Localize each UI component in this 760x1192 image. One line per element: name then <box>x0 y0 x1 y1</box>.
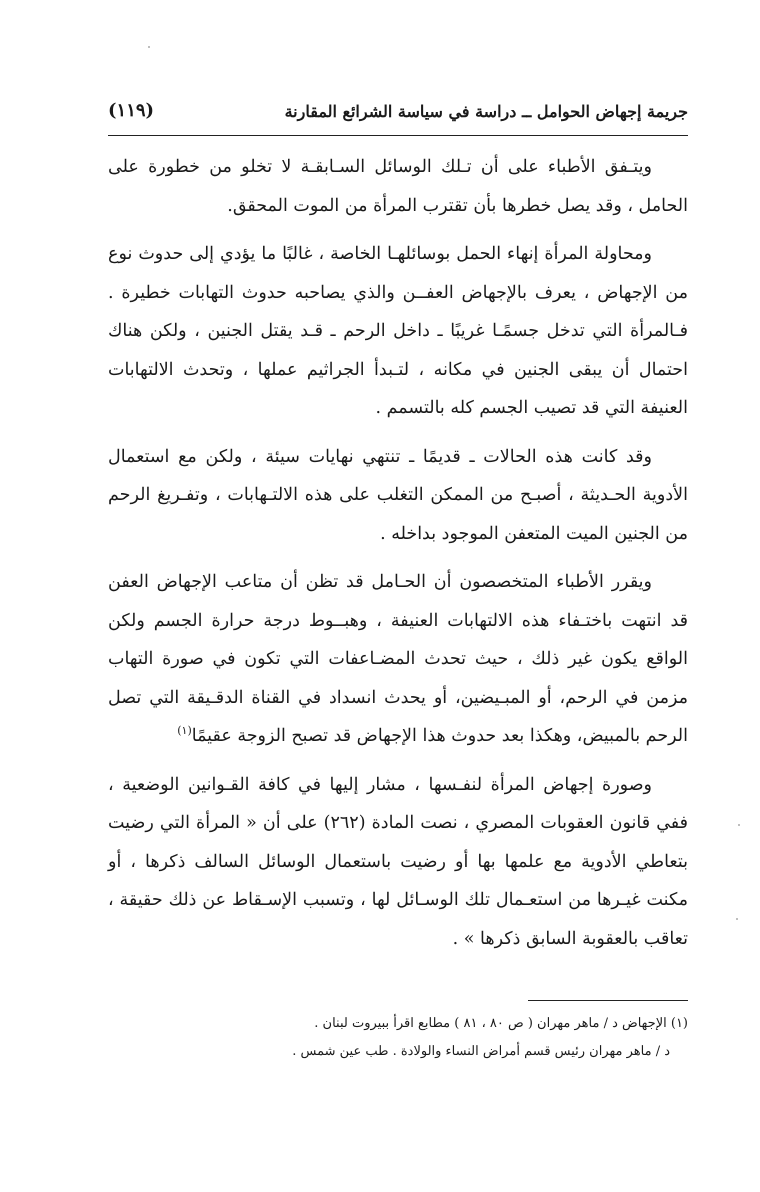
footnote-1: (١) الإجهاض د / ماهر مهران ( ص ٨٠ ، ٨١ ) مطابع اقرأ ببيروت لبنان . <box>314 1016 688 1031</box>
paragraph-5: وصورة إجهاض المرأة لنفـسها ، مشار إليها في كافة القـوانين الوضعية ، ففي قانون العقوبات المصري ، نصت المادة (٢٦٢) على أن « المرأة التي رضيت بتعاطي الأدوية مع علمها بها أو رضيت باستعمال الوسائل السالف ذكرها ، أو مكنت غيـرها من استعـمال تلك الوسـائل لها ، وتسبب الإسـقاط عن ذلك حقيقة ، تعاقب بالعقوبة السابق ذكرها » . <box>108 774 689 949</box>
page-number: (١١٩) <box>108 100 155 121</box>
footnote-divider <box>528 1000 688 1001</box>
paragraph-2: ومحاولة المرأة إنهاء الحمل بوسائلهـا الخاصة ، غالبًا ما يؤدي إلى حدوث نوع من الإجهاض ، يعرف بالإجهاض العفــن والذي يصاحبه حدوث التهابات خطيرة . فـالمرأة التي تدخل جسمًـا غريبًا ـ داخل الرحم ـ قـد يقتل الجنين ، ولكن هناك احتمال أن يبقى الجنين في مكانه ، لتـبدأ الجراثيم عملها ، وتحدث الالتهابات العنيفة التي قد تصيب الجسم كله بالتسمم . <box>108 244 688 418</box>
paragraph-3: وقد كانت هذه الحالات ـ قديمًا ـ تنتهي نهايات سيئة ، ولكن مع استعمال الأدوية الحـديثة ، أصبـح من الممكن التغلب على هذه الالتـهابات ، وتفـريغ الرحم من الجنين الميت المتعفن الموجود بداخله . <box>108 446 688 544</box>
scan-speck <box>738 824 740 826</box>
footnotes <box>108 1010 688 1066</box>
scan-speck <box>736 918 738 920</box>
paragraph-4-text: ويقرر الأطباء المتخصصون أن الحـامل قد تظن أن متاعب الإجهاض العفن قد انتهت باختـفاء هذه الالتهابات العنيفة ، وهبــوط درجة حرارة الجسم ولكن الواقع يكون غير ذلك ، حيث تحدث المضـاعفات التي تكون في صورة التهاب مزمن في الرحم، أو المبـيضين، أو يحدث انسداد في القناة الدقـيقة التي تصل الرحم بالمبيض، وهكذا بعد حدوث هذا الإجهاض قد تصبح الزوجة عقيمًا <box>108 572 688 746</box>
scan-speck <box>148 46 150 48</box>
header-divider <box>108 135 688 136</box>
paragraph-1: ويتـفق الأطباء على أن تـلك الوسائل السـابقـة لا تخلو من خطورة على الحامل ، وقد يصل خطرها بأن تقترب المرأة من الموت المحقق. <box>108 157 688 216</box>
footnote-2: د / ماهر مهران رئيس قسم أمراض النساء والولادة . طب عين شمس . <box>292 1044 670 1059</box>
running-title: جريمة إجهاض الحوامل ــ دراسة في سياسة الشرائع المقارنة <box>284 102 688 121</box>
footnote-reference: (١) <box>177 724 192 738</box>
paragraph-4 <box>108 563 688 756</box>
page-header <box>108 100 688 130</box>
body-text <box>108 148 688 968</box>
